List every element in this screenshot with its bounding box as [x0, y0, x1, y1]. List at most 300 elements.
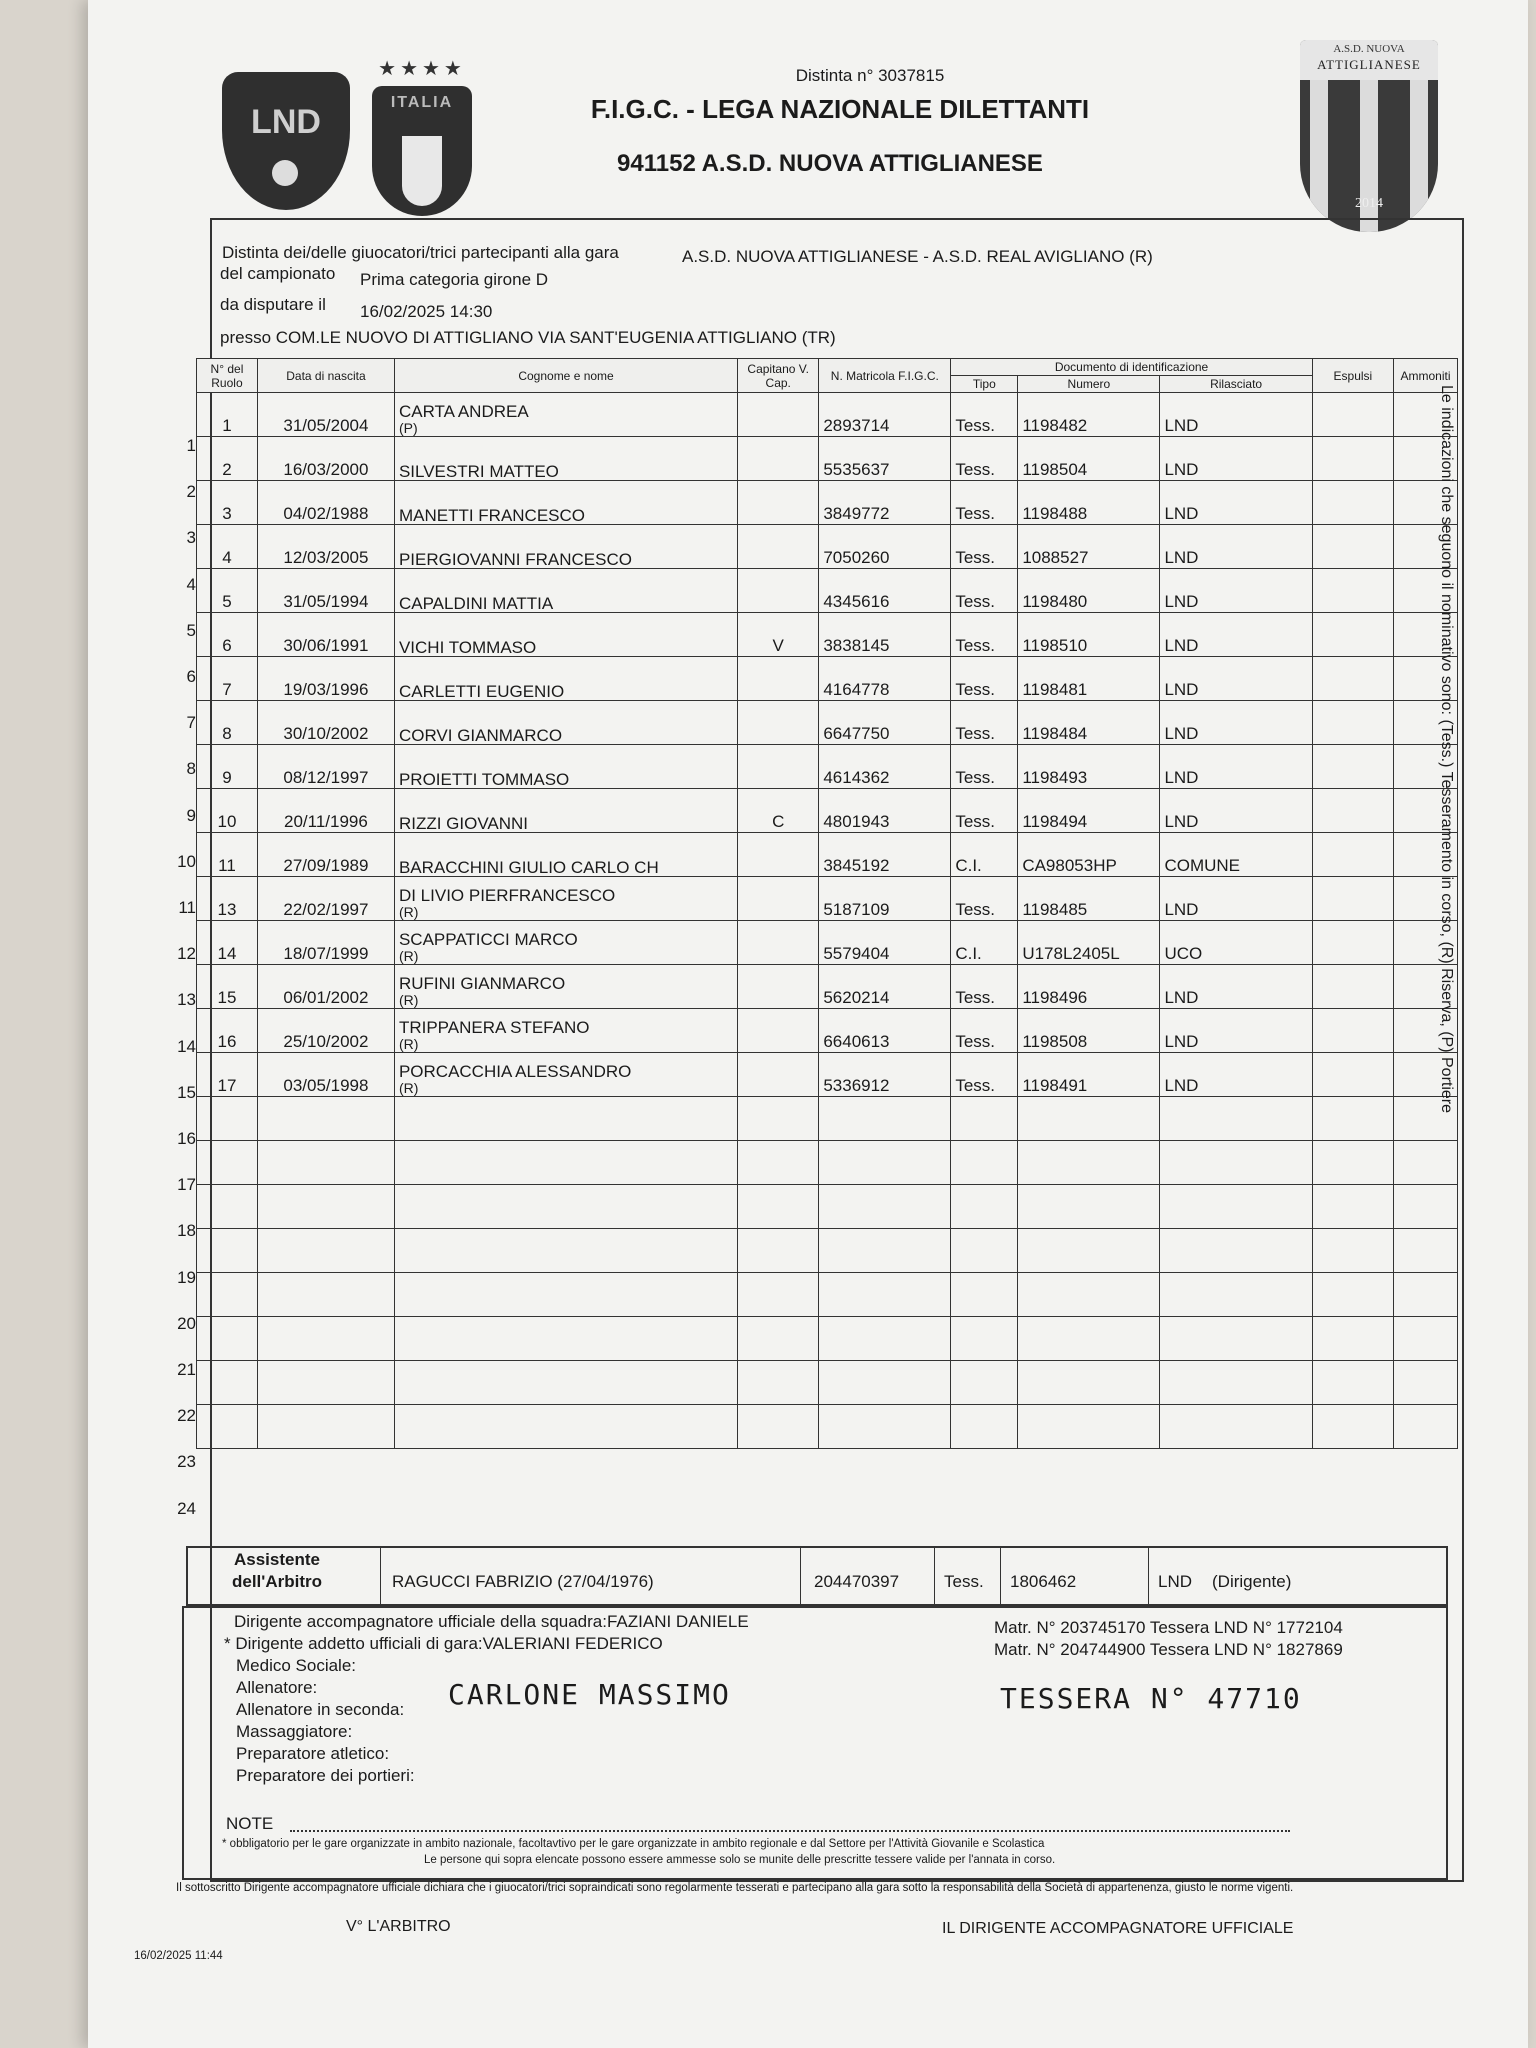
matricola-cell-text: 3849772: [823, 504, 890, 523]
doc-number-cell: [1018, 965, 1160, 1009]
col-ruolo: N° del Ruolo: [197, 359, 258, 393]
allenatore-label: Allenatore:: [236, 1678, 318, 1697]
row-number: 19: [177, 1267, 196, 1287]
matricola-cell: [819, 569, 951, 613]
issuer-cell-text: LND: [1164, 548, 1199, 567]
staff-box: [182, 1606, 1448, 1880]
crest-top-text: A.S.D. NUOVA: [1333, 43, 1405, 55]
doc-number-cell: [1018, 525, 1160, 569]
matricola-cell: [819, 437, 951, 481]
table-row: [197, 1229, 1458, 1273]
doc-type-cell: [951, 657, 1018, 701]
matricola-cell-text: 5336912: [823, 1076, 890, 1095]
ruolo-cell-text: 2: [222, 460, 232, 479]
divider: [1000, 1548, 1001, 1604]
doc-type-cell: [951, 1361, 1018, 1405]
row-number: 14: [177, 1036, 196, 1056]
official-label: IL DIRIGENTE ACCOMPAGNATORE UFFICIALE: [942, 1920, 1294, 1937]
booked-cell: [1393, 1361, 1457, 1405]
name-cell: [394, 833, 737, 877]
name-cell-text: RUFINI GIANMARCO: [398, 974, 566, 993]
col-nome: Cognome e nome: [394, 359, 737, 393]
birthdate-cell: [257, 481, 394, 525]
doc-number-cell: [1018, 1141, 1160, 1185]
issuer-cell: [1160, 569, 1312, 613]
name-cell: [394, 437, 737, 481]
ruolo-cell-text: 8: [222, 724, 232, 743]
captain-cell: [738, 393, 819, 437]
row-number: 3: [186, 528, 196, 548]
name-cell: [394, 1185, 737, 1229]
doc-number-cell-text: 1198491: [1022, 1076, 1088, 1095]
issuer-cell: [1160, 1097, 1312, 1141]
row-number: 18: [177, 1221, 196, 1241]
birthdate-cell: [257, 833, 394, 877]
expelled-cell: [1312, 1317, 1393, 1361]
doc-number-cell: [1018, 481, 1160, 525]
doc-type-cell: [951, 921, 1018, 965]
table-row: [197, 1185, 1458, 1229]
booked-cell: [1393, 1405, 1457, 1449]
issuer-cell: [1160, 1317, 1312, 1361]
table-row: [197, 1317, 1458, 1361]
issuer-cell: [1160, 877, 1312, 921]
birthdate-cell: [257, 921, 394, 965]
matricola-cell: [819, 1273, 951, 1317]
player-note: (R): [398, 992, 419, 1008]
row-number: 11: [178, 898, 196, 917]
captain-cell: [738, 833, 819, 877]
doc-type-cell: [951, 833, 1018, 877]
birthdate-cell: [257, 1361, 394, 1405]
birthdate-cell-text: 30/10/2002: [283, 724, 369, 743]
team-title: 941152 A.S.D. NUOVA ATTIGLIANESE: [617, 150, 1043, 177]
issuer-cell: [1160, 789, 1312, 833]
captain-cell: [738, 877, 819, 921]
doc-number-cell-text: 1198481: [1022, 680, 1088, 699]
doc-type-cell: [951, 701, 1018, 745]
assistant-ril: LND: [1158, 1572, 1193, 1591]
doc-number-cell-text: CA98053HP: [1022, 856, 1117, 875]
ruolo-cell: [197, 833, 258, 877]
ruolo-cell-text: 6: [222, 636, 232, 655]
captain-cell: [738, 1141, 819, 1185]
matricola-cell-text: 4345616: [823, 592, 890, 611]
expelled-cell: [1312, 569, 1393, 613]
birthdate-cell: [257, 789, 394, 833]
name-cell-text: SILVESTRI MATTEO: [398, 462, 559, 481]
matricola-cell-text: 6640613: [823, 1032, 890, 1051]
expelled-cell: [1312, 481, 1393, 525]
table-row: [197, 1053, 1458, 1097]
table-row: [197, 833, 1458, 877]
doc-number-cell-text: U178L2405L: [1022, 944, 1120, 963]
ruolo-cell: [197, 569, 258, 613]
referee-label: V° L'ARBITRO: [346, 1918, 451, 1935]
row-number: 23: [177, 1452, 196, 1472]
divider: [1148, 1548, 1149, 1604]
doc-number-cell: [1018, 789, 1160, 833]
divider: [380, 1548, 381, 1604]
table-row: [197, 965, 1458, 1009]
club-crest-logo: [1300, 40, 1438, 232]
doc-type-cell-text: Tess.: [955, 460, 995, 479]
birthdate-cell-text: 12/03/2005: [283, 548, 369, 567]
doc-type-cell: [951, 1273, 1018, 1317]
assistant-tipo: Tess.: [944, 1572, 984, 1591]
ruolo-cell-text: 9: [222, 768, 232, 787]
row-number: 15: [177, 1082, 196, 1102]
name-cell-text: SCAPPATICCI MARCO: [398, 930, 578, 949]
row-number: 24: [177, 1498, 196, 1518]
table-row: [197, 393, 1458, 437]
table-row: [197, 1009, 1458, 1053]
doc-type-cell: [951, 1405, 1018, 1449]
italia-logo: [372, 58, 472, 216]
name-cell-text: RIZZI GIOVANNI: [398, 814, 529, 833]
doc-type-cell: [951, 1229, 1018, 1273]
expelled-cell: [1312, 745, 1393, 789]
captain-cell: [738, 745, 819, 789]
captain-cell: [738, 525, 819, 569]
table-row: [197, 701, 1458, 745]
birthdate-cell-text: 27/09/1989: [283, 856, 369, 875]
dirigente-accompagnatore: Dirigente accompagnatore ufficiale della squadra:FAZIANI DANIELE: [234, 1612, 749, 1631]
doc-number-cell: [1018, 613, 1160, 657]
issuer-cell-text: LND: [1164, 1032, 1199, 1051]
birthdate-cell: [257, 613, 394, 657]
name-cell: [394, 745, 737, 789]
assistant-label-2: dell'Arbitro: [232, 1572, 322, 1591]
matricola-cell: [819, 1361, 951, 1405]
row-number: 8: [186, 759, 196, 779]
player-note: (R): [398, 904, 419, 920]
divider: [934, 1548, 935, 1604]
issuer-cell: [1160, 965, 1312, 1009]
preparatore-portieri-label: Preparatore dei portieri:: [236, 1766, 415, 1785]
doc-type-cell-text: Tess.: [955, 504, 995, 523]
matricola-1: Matr. N° 203745170 Tessera LND N° 1772104: [994, 1618, 1343, 1637]
ruolo-cell: [197, 1009, 258, 1053]
doc-type-cell: [951, 481, 1018, 525]
doc-number-cell: [1018, 701, 1160, 745]
name-cell-text: DI LIVIO PIERFRANCESCO: [398, 886, 616, 905]
name-cell-text: PORCACCHIA ALESSANDRO: [398, 1062, 632, 1081]
issuer-cell-text: LND: [1164, 680, 1199, 699]
expelled-cell: [1312, 1141, 1393, 1185]
matricola-cell-text: 7050260: [823, 548, 890, 567]
side-legend: Le indicazioni che seguono il nominativo sono: (Tess.) Tesseramento in corso, (R) Riserva, (P) Portiere: [1438, 385, 1455, 1114]
name-cell: [394, 1229, 737, 1273]
ruolo-cell: [197, 1053, 258, 1097]
matricola-cell: [819, 393, 951, 437]
captain-cell: [738, 701, 819, 745]
birthdate-cell: [257, 1141, 394, 1185]
name-cell-text: PIERGIOVANNI FRANCESCO: [398, 550, 632, 569]
massaggiatore-label: Massaggiatore:: [236, 1722, 353, 1741]
ruolo-cell: [197, 1273, 258, 1317]
name-cell: [394, 789, 737, 833]
player-note: (R): [398, 948, 419, 964]
doc-number-cell: [1018, 1009, 1160, 1053]
birthdate-cell-text: 19/03/1996: [283, 680, 369, 699]
allenatore-seconda-label: Allenatore in seconda:: [236, 1700, 405, 1719]
name-cell: [394, 525, 737, 569]
ball-icon: [272, 160, 298, 186]
date-label: da disputare il: [220, 295, 326, 314]
name-cell: [394, 657, 737, 701]
doc-number-cell: [1018, 833, 1160, 877]
col-numero: Numero: [1018, 376, 1160, 393]
ruolo-cell: [197, 965, 258, 1009]
ruolo-cell: [197, 393, 258, 437]
assistant-role: (Dirigente): [1212, 1572, 1292, 1591]
issuer-cell: [1160, 1229, 1312, 1273]
name-cell-text: PROIETTI TOMMASO: [398, 770, 570, 789]
doc-type-cell-text: Tess.: [955, 680, 995, 699]
doc-number-cell: [1018, 1097, 1160, 1141]
captain-cell: [738, 1229, 819, 1273]
doc-type-cell-text: Tess.: [955, 768, 995, 787]
matricola-cell-text: 3845192: [823, 856, 890, 875]
doc-type-cell-text: Tess.: [955, 1032, 995, 1051]
expelled-cell: [1312, 613, 1393, 657]
assistant-row: [186, 1546, 1448, 1606]
issuer-cell: [1160, 1405, 1312, 1449]
issuer-cell: [1160, 1053, 1312, 1097]
player-note: (P): [398, 420, 418, 436]
ruolo-cell: [197, 877, 258, 921]
name-cell-text: BARACCHINI GIULIO CARLO CH: [398, 858, 659, 877]
ruolo-cell: [197, 1141, 258, 1185]
date-value: 16/02/2025 14:30: [360, 302, 493, 321]
issuer-cell-text: LND: [1164, 504, 1199, 523]
issuer-cell: [1160, 481, 1312, 525]
table-row: [197, 569, 1458, 613]
table-row: [197, 437, 1458, 481]
championship-label: del campionato: [220, 264, 336, 283]
note-label: NOTE: [226, 1814, 274, 1833]
matricola-cell-text: 4801943: [823, 812, 890, 831]
row-number: 5: [186, 620, 196, 640]
doc-number-cell-text: 1198504: [1022, 460, 1088, 479]
doc-number-cell: [1018, 393, 1160, 437]
col-tipo: Tipo: [951, 376, 1018, 393]
birthdate-cell: [257, 525, 394, 569]
doc-type-cell: [951, 1097, 1018, 1141]
name-cell: [394, 481, 737, 525]
doc-type-cell-text: Tess.: [955, 724, 995, 743]
name-cell-text: MANETTI FRANCESCO: [398, 506, 586, 525]
birthdate-cell: [257, 569, 394, 613]
col-ammoniti: Ammoniti: [1393, 359, 1457, 393]
name-cell: [394, 921, 737, 965]
expelled-cell: [1312, 1273, 1393, 1317]
print-timestamp: 16/02/2025 11:44: [134, 1950, 223, 1962]
captain-cell-text: C: [772, 812, 785, 831]
name-cell: [394, 569, 737, 613]
expelled-cell: [1312, 1009, 1393, 1053]
ruolo-cell: [197, 613, 258, 657]
captain-cell: [738, 437, 819, 481]
doc-number-cell: [1018, 1405, 1160, 1449]
matricola-cell-text: 2893714: [823, 416, 890, 435]
note-line: [290, 1830, 1290, 1832]
doc-type-cell-text: Tess.: [955, 636, 995, 655]
doc-type-cell: [951, 1317, 1018, 1361]
doc-number-cell-text: 1198484: [1022, 724, 1088, 743]
stars-icon: ★★★★: [378, 58, 466, 80]
name-cell: [394, 613, 737, 657]
name-cell: [394, 1053, 737, 1097]
matricola-cell-text: 3838145: [823, 636, 890, 655]
issuer-cell: [1160, 437, 1312, 481]
doc-number-cell-text: 1198508: [1022, 1032, 1088, 1051]
issuer-cell-text: LND: [1164, 768, 1199, 787]
table-row: [197, 657, 1458, 701]
divider: [800, 1548, 801, 1604]
name-cell-text: CAPALDINI MATTIA: [398, 594, 554, 613]
matricola-2: Matr. N° 204744900 Tessera LND N° 1827869: [994, 1640, 1343, 1659]
row-number: 9: [186, 805, 196, 825]
doc-number-cell: [1018, 1273, 1160, 1317]
matricola-cell-text: 5187109: [823, 900, 890, 919]
expelled-cell: [1312, 789, 1393, 833]
ruolo-cell: [197, 745, 258, 789]
name-cell-text: CORVI GIANMARCO: [398, 726, 563, 745]
birthdate-cell-text: 22/02/1997: [283, 900, 369, 919]
table-row: [197, 877, 1458, 921]
matricola-cell: [819, 1009, 951, 1053]
ruolo-cell-text: 10: [217, 812, 237, 831]
captain-cell: [738, 1361, 819, 1405]
doc-type-cell-text: Tess.: [955, 416, 995, 435]
venue: presso COM.LE NUOVO DI ATTIGLIANO VIA SANT'EUGENIA ATTIGLIANO (TR): [220, 328, 836, 347]
row-number: 10: [177, 851, 196, 871]
issuer-cell: [1160, 701, 1312, 745]
matricola-cell-text: 5620214: [823, 988, 890, 1007]
matricola-cell-text: 5579404: [823, 944, 890, 963]
doc-number-cell-text: 1198485: [1022, 900, 1088, 919]
ruolo-cell-text: 17: [217, 1076, 237, 1095]
doc-number-cell-text: 1198494: [1022, 812, 1088, 831]
table-row: [197, 1097, 1458, 1141]
matricola-cell: [819, 965, 951, 1009]
captain-cell: [738, 1317, 819, 1361]
col-documento: Documento di identificazione: [951, 359, 1312, 376]
expelled-cell: [1312, 1405, 1393, 1449]
crest-name-text: ATTIGLIANESE: [1317, 57, 1421, 72]
issuer-cell-text: UCO: [1164, 944, 1203, 963]
expelled-cell: [1312, 657, 1393, 701]
doc-number-cell-text: 1088527: [1022, 548, 1089, 567]
issuer-cell: [1160, 393, 1312, 437]
doc-type-cell-text: Tess.: [955, 1076, 995, 1095]
doc-number-cell-text: 1198488: [1022, 504, 1088, 523]
issuer-cell: [1160, 745, 1312, 789]
matricola-cell: [819, 1229, 951, 1273]
matricola-cell: [819, 877, 951, 921]
issuer-cell-text: LND: [1164, 812, 1199, 831]
name-cell: [394, 1097, 737, 1141]
issuer-cell-text: LND: [1164, 416, 1199, 435]
birthdate-cell: [257, 1229, 394, 1273]
name-cell: [394, 701, 737, 745]
row-number: 7: [186, 713, 196, 733]
birthdate-cell: [257, 877, 394, 921]
captain-cell: [738, 1009, 819, 1053]
captain-cell: [738, 569, 819, 613]
footnote-2: Le persone qui sopra elencate possono essere ammesse solo se munite delle prescritte tessere valide per l'annata in corso.: [424, 1854, 1056, 1866]
captain-cell-text: V: [772, 636, 784, 655]
doc-number-cell: [1018, 1185, 1160, 1229]
matricola-cell: [819, 701, 951, 745]
ruolo-cell: [197, 921, 258, 965]
doc-number-cell: [1018, 745, 1160, 789]
match-game: A.S.D. NUOVA ATTIGLIANESE - A.S.D. REAL AVIGLIANO (R): [682, 247, 1153, 266]
name-cell-text: VICHI TOMMASO: [398, 638, 537, 657]
row-number: 1: [186, 436, 196, 455]
italia-logo-text: ITALIA: [390, 94, 454, 111]
expelled-cell: [1312, 1229, 1393, 1273]
matricola-cell: [819, 1053, 951, 1097]
matricola-cell: [819, 1141, 951, 1185]
birthdate-cell: [257, 965, 394, 1009]
captain-cell: [738, 1273, 819, 1317]
doc-type-cell: [951, 1141, 1018, 1185]
expelled-cell: [1312, 833, 1393, 877]
doc-type-cell: [951, 965, 1018, 1009]
row-number: 4: [186, 574, 196, 594]
captain-cell: [738, 481, 819, 525]
captain-cell: [738, 1097, 819, 1141]
issuer-cell: [1160, 657, 1312, 701]
ruolo-cell-text: 1: [222, 416, 232, 435]
player-note: (R): [398, 1036, 419, 1052]
table-row: [197, 789, 1458, 833]
ruolo-cell-text: 4: [222, 548, 232, 567]
ruolo-cell: [197, 657, 258, 701]
ruolo-cell: [197, 525, 258, 569]
ruolo-cell-text: 7: [222, 680, 232, 699]
doc-number-cell-text: 1198493: [1022, 768, 1088, 787]
birthdate-cell: [257, 437, 394, 481]
table-row: [197, 1141, 1458, 1185]
issuer-cell: [1160, 833, 1312, 877]
booked-cell: [1393, 1273, 1457, 1317]
matricola-cell-text: 4164778: [823, 680, 890, 699]
matricola-cell: [819, 1097, 951, 1141]
captain-cell: [738, 657, 819, 701]
issuer-cell: [1160, 1273, 1312, 1317]
birthdate-cell-text: 06/01/2002: [283, 988, 369, 1007]
ruolo-cell: [197, 1097, 258, 1141]
col-espulsi: Espulsi: [1312, 359, 1393, 393]
name-cell: [394, 1361, 737, 1405]
birthdate-cell-text: 18/07/1999: [283, 944, 369, 963]
doc-number-cell: [1018, 877, 1160, 921]
issuer-cell-text: LND: [1164, 460, 1199, 479]
name-cell: [394, 1273, 737, 1317]
matricola-cell: [819, 789, 951, 833]
crest-year: 2014: [1355, 196, 1383, 211]
doc-number-cell: [1018, 1229, 1160, 1273]
name-cell-text: CARTA ANDREA: [398, 402, 529, 421]
ruolo-cell-text: 14: [217, 944, 237, 963]
ruolo-cell: [197, 437, 258, 481]
player-note: (R): [398, 1080, 419, 1096]
issuer-cell: [1160, 525, 1312, 569]
